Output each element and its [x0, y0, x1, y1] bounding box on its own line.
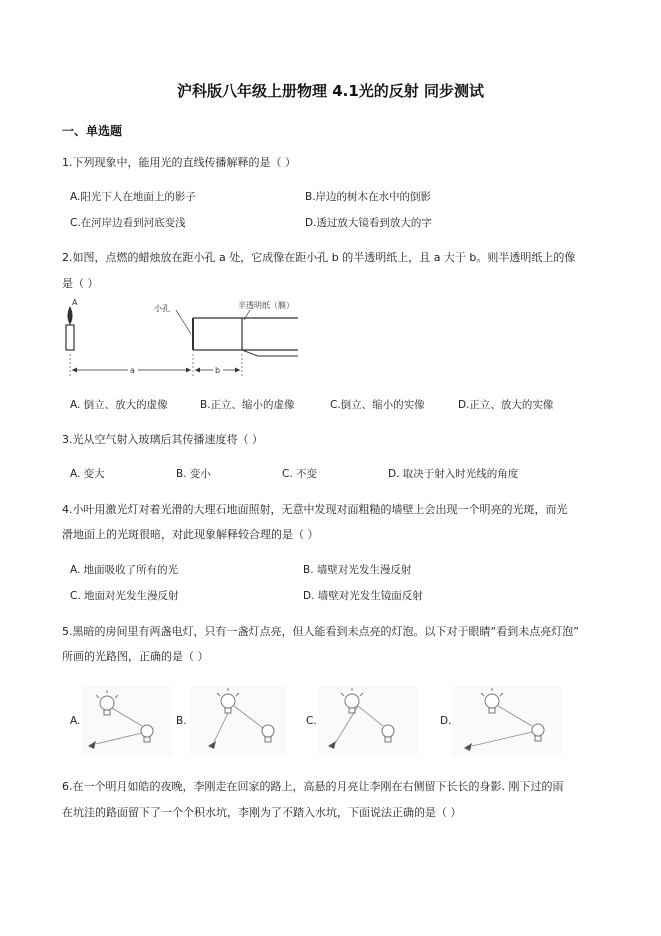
paper-label: 半透明纸（膜） — [238, 301, 294, 310]
question-3-option-c: C. 不变 — [282, 468, 318, 480]
hole-pointer — [176, 310, 191, 334]
question-4-stem-line-1: 4.小叶用激光灯对着光滑的大理石地面照射，无意中发现对面粗糙的墙壁上会出现一个明亮的光斑，而光 — [62, 503, 568, 516]
candle-flame — [68, 306, 73, 325]
question-6-stem-line-2: 在坑洼的路面留下了一个个积水坑，李刚为了不踏入水坑，下面说法正确的是（ ） — [62, 806, 462, 819]
question-4-option-b: B. 墙壁对光发生漫反射 — [303, 564, 412, 576]
candle-body — [66, 325, 74, 350]
question-5-option-c-diagram — [318, 686, 418, 756]
question-5-option-b-diagram — [190, 686, 286, 756]
question-2-option-b: B.正立、缩小的虚像 — [200, 399, 295, 411]
candle-label: A — [72, 298, 78, 307]
question-1-option-a: A.阳光下人在地面上的影子 — [70, 191, 196, 203]
question-1-option-c: C.在河岸边看到河底变浅 — [70, 217, 186, 229]
question-5-option-c-label: C. — [306, 715, 317, 727]
dim-a-arrow-right — [186, 368, 191, 373]
question-4-option-c: C. 地面对光发生漫反射 — [70, 590, 179, 602]
question-1-option-d: D.透过放大镜看到放大的字 — [305, 217, 432, 229]
question-5-option-b-label: B. — [176, 715, 187, 727]
dim-b-label: b — [215, 366, 221, 375]
hole-label: 小孔 — [154, 304, 170, 313]
question-2-option-a: A. 倒立、放大的虚像 — [70, 399, 168, 411]
question-3-option-b: B. 变小 — [176, 468, 211, 480]
question-5-stem-line-2: 所画的光路图，正确的是（ ） — [62, 650, 209, 663]
question-5-option-a-diagram — [82, 686, 172, 756]
question-3-option-d: D. 取决于射入时光线的角度 — [388, 468, 519, 480]
question-2-stem-line-1: 2.如图，点燃的蜡烛放在距小孔 a 处，它成像在距小孔 b 的半透明纸上，且 a 大于 b。则半透明纸上的像 — [62, 251, 576, 264]
question-5-option-d-label: D. — [440, 715, 452, 727]
question-6-stem-line-1: 6.在一个明月如皓的夜晚，李刚走在回家的路上，高悬的月亮让李刚在右侧留下长长的身影. 刚下过的雨 — [62, 780, 564, 793]
question-3-option-a: A. 变大 — [70, 468, 105, 480]
question-1-stem: 1.下列现象中，能用光的直线传播解释的是（ ） — [62, 156, 296, 169]
question-4-option-d: D. 墙壁对光发生镜面反射 — [303, 590, 423, 602]
candle — [66, 306, 74, 350]
pinhole-camera-figure — [58, 296, 308, 384]
question-1-option-b: B.岸边的树木在水中的倒影 — [305, 191, 432, 203]
question-2-option-c: C.倒立、缩小的实像 — [330, 399, 425, 411]
question-2-stem-line-2: 是（ ） — [62, 277, 99, 290]
dim-b-arrow-left — [195, 368, 200, 373]
question-5-option-a-label: A. — [70, 715, 81, 727]
question-3-stem: 3.光从空气射入玻璃后其传播速度将（ ） — [62, 433, 263, 446]
page-title: 沪科版八年级上册物理 4.1光的反射 同步测试 — [176, 82, 485, 100]
question-5-option-d-diagram — [452, 686, 562, 756]
section-heading: 一、单选题 — [62, 124, 123, 138]
question-4-option-a: A. 地面吸收了所有的光 — [70, 564, 179, 576]
box-extension — [242, 350, 258, 356]
dim-b-arrow-right — [235, 368, 240, 373]
dim-a-arrow-left — [72, 368, 77, 373]
question-4-stem-line-2: 滑地面上的光斑很暗，对此现象解释较合理的是（ ） — [62, 528, 319, 541]
question-2-option-d: D.正立、放大的实像 — [458, 399, 554, 411]
dim-a-label: a — [130, 366, 135, 375]
question-5-stem-line-1: 5.黑暗的房间里有两盏电灯，只有一盏灯点亮，但人能看到未点亮的灯泡。以下对于眼睛“看到未点亮灯泡” — [62, 625, 579, 638]
